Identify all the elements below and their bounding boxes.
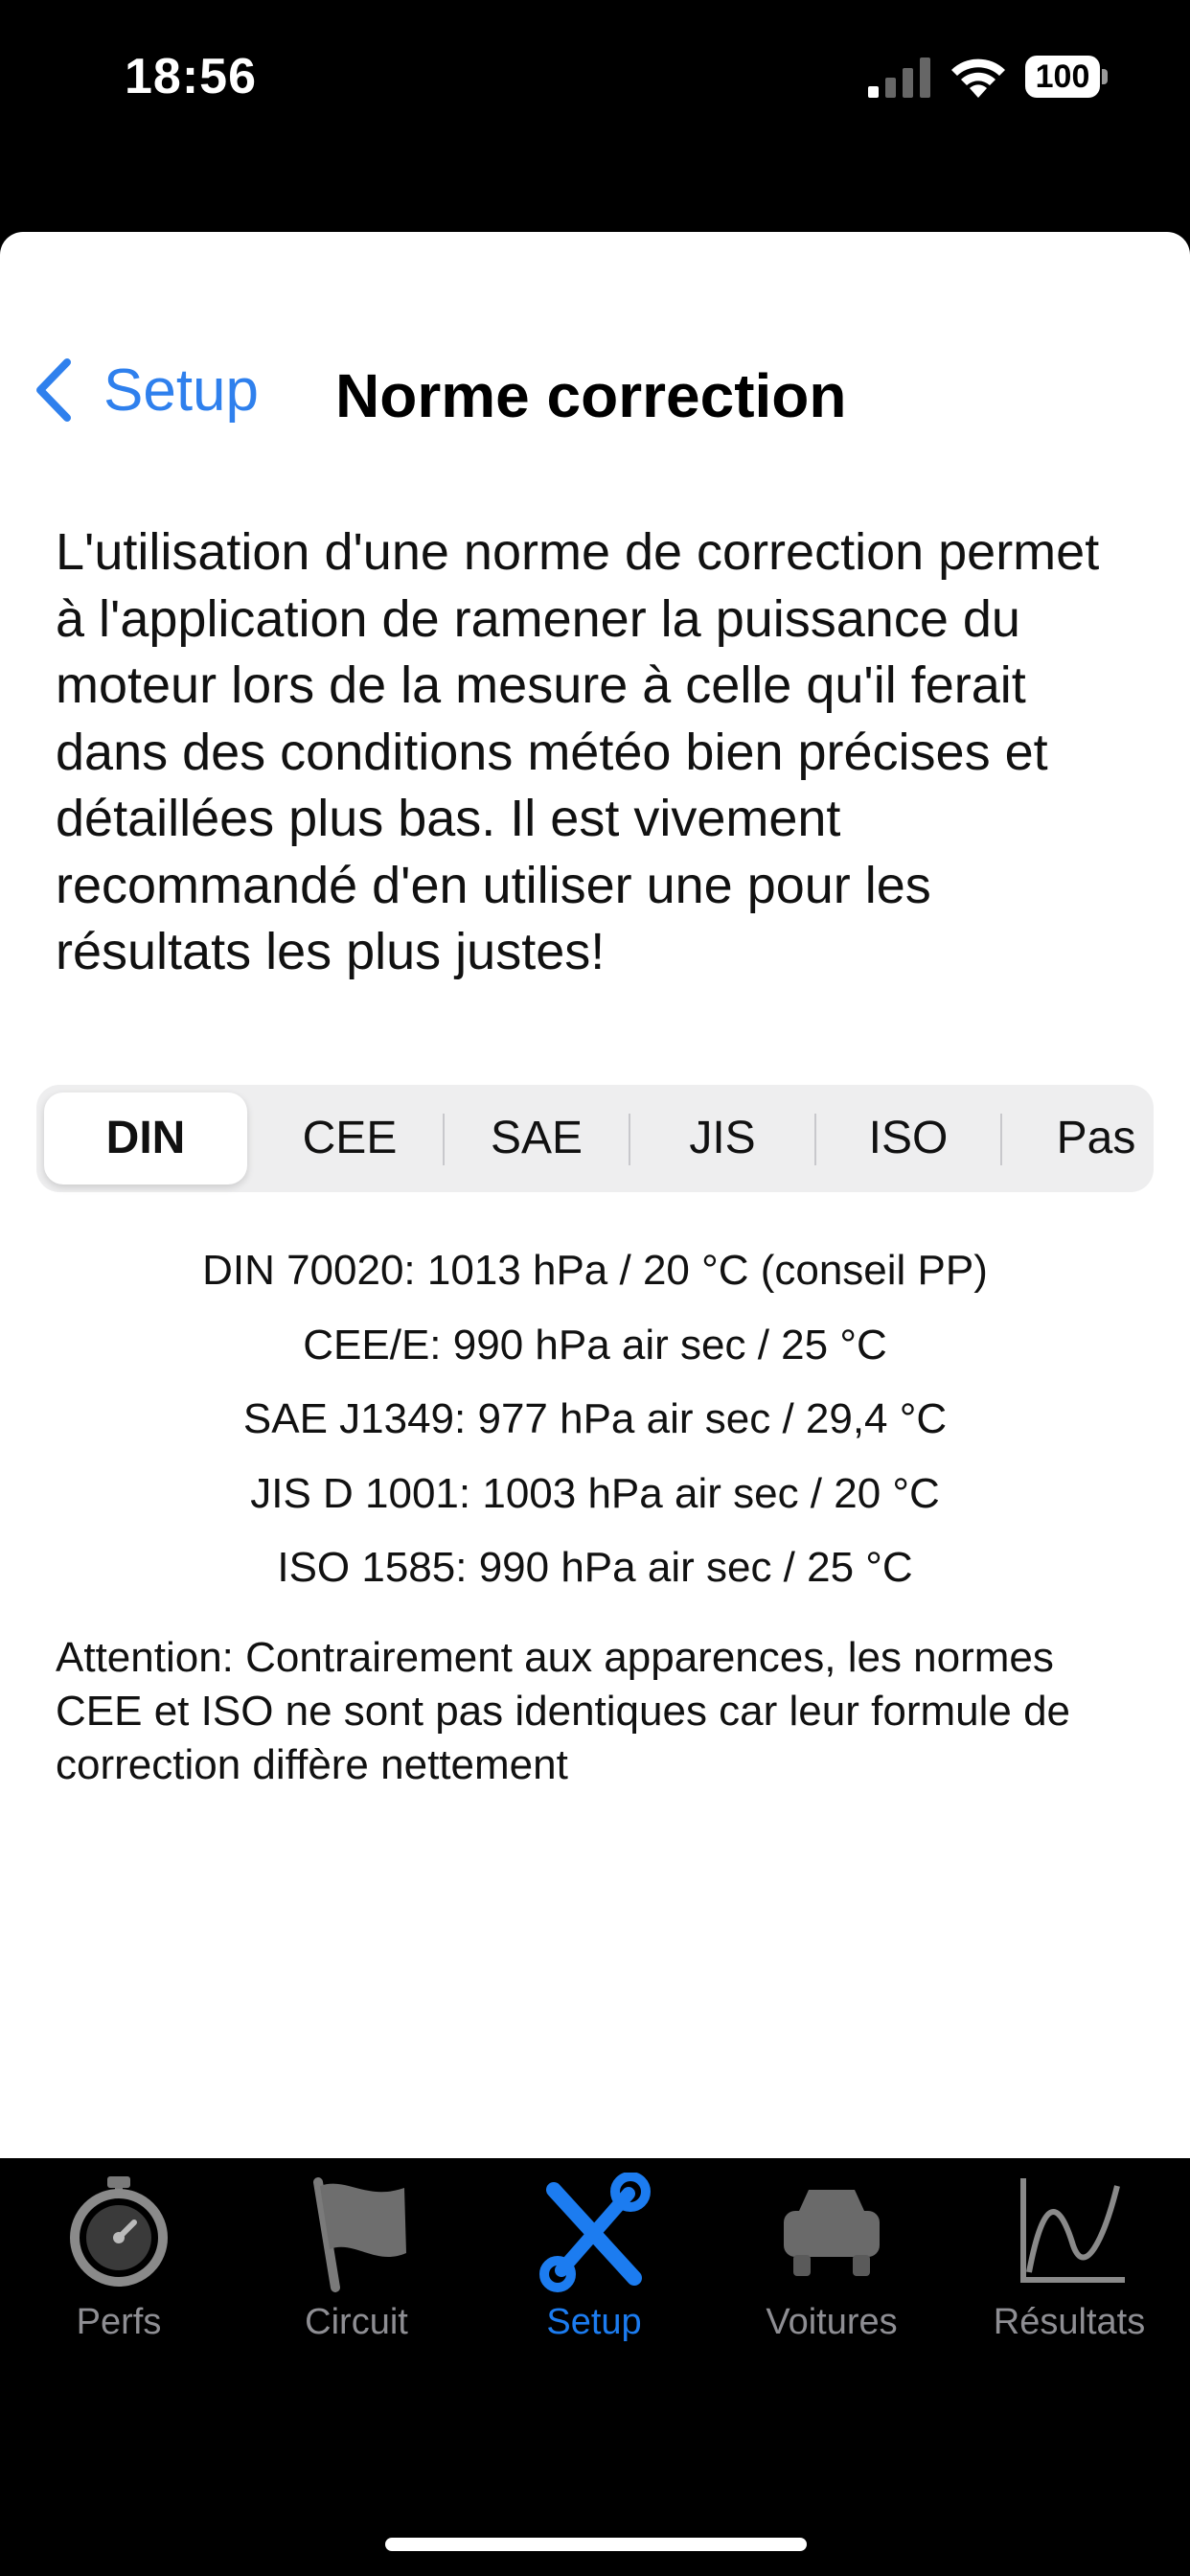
tab-resultats[interactable]: [950, 2173, 1188, 2364]
battery-icon: [1025, 56, 1110, 100]
back-button[interactable]: [33, 356, 259, 424]
segment-sae[interactable]: SAE: [490, 1113, 584, 1163]
segment-din[interactable]: DIN: [44, 1092, 247, 1184]
stopwatch-icon: [61, 2173, 176, 2292]
back-button-label: Setup: [103, 356, 260, 424]
tab-resultats-label: Résultats: [993, 2302, 1146, 2342]
attention-note: Attention: Contrairement aux apparences, les normes CEE et ISO ne sont pas identiques car leur formule de correction diffère nettement: [56, 1634, 1071, 1788]
segment-cee[interactable]: CEE: [302, 1113, 398, 1163]
tab-voitures-label: Voitures: [766, 2302, 898, 2342]
norm-din: DIN 70020: 1013 hPa / 20 °C (conseil PP): [202, 1247, 988, 1294]
chart-icon: [1012, 2173, 1127, 2292]
norm-sae: SAE J1349: 977 hPa air sec / 29,4 °C: [242, 1395, 948, 1442]
tab-voitures[interactable]: [713, 2173, 950, 2364]
norm-segmented-control: [36, 1085, 1154, 1192]
tab-perfs[interactable]: [0, 2173, 238, 2364]
norm-iso: ISO 1585: 990 hPa air sec / 25 °C: [277, 1544, 913, 1591]
tools-icon: [537, 2173, 652, 2292]
wifi-icon: [949, 56, 1008, 100]
tab-setup[interactable]: [475, 2173, 713, 2364]
chevron-left-icon: [33, 356, 75, 424]
status-bar: [0, 0, 1190, 153]
segment-pas[interactable]: Pas: [1056, 1113, 1136, 1163]
segment-iso[interactable]: ISO: [868, 1113, 949, 1163]
norm-jis: JIS D 1001: 1003 hPa air sec / 20 °C: [250, 1469, 940, 1517]
norms-list: [0, 1233, 1190, 1605]
tab-circuit[interactable]: [238, 2173, 475, 2364]
status-time: 18:56: [125, 49, 257, 104]
tab-setup-label: Setup: [546, 2302, 642, 2342]
navigation-bar: [0, 337, 1190, 443]
tab-perfs-label: Perfs: [76, 2302, 162, 2342]
intro-text: L'utilisation d'une norme de correction permet à l'application de ramener la puissance du moteur lors de la mesure à celle qu'il ferait dans des conditions météo bien précises et détaillées plus bas. Il est vivement recommandé d'en utiliser une pour les résultats les plus justes!: [56, 523, 1100, 980]
flag-icon: [299, 2173, 414, 2292]
battery-level: 100: [1025, 56, 1100, 98]
norm-cee: CEE/E: 990 hPa air sec / 25 °C: [303, 1321, 887, 1368]
page-title: Norme correction: [335, 361, 847, 430]
cellular-signal-icon: [868, 58, 931, 98]
segment-jis[interactable]: JIS: [689, 1113, 756, 1163]
car-icon: [774, 2173, 889, 2292]
home-indicator: [385, 2538, 807, 2551]
tab-circuit-label: Circuit: [305, 2302, 408, 2342]
settings-sheet: [0, 232, 1190, 2158]
tab-bar: [0, 2158, 1190, 2576]
